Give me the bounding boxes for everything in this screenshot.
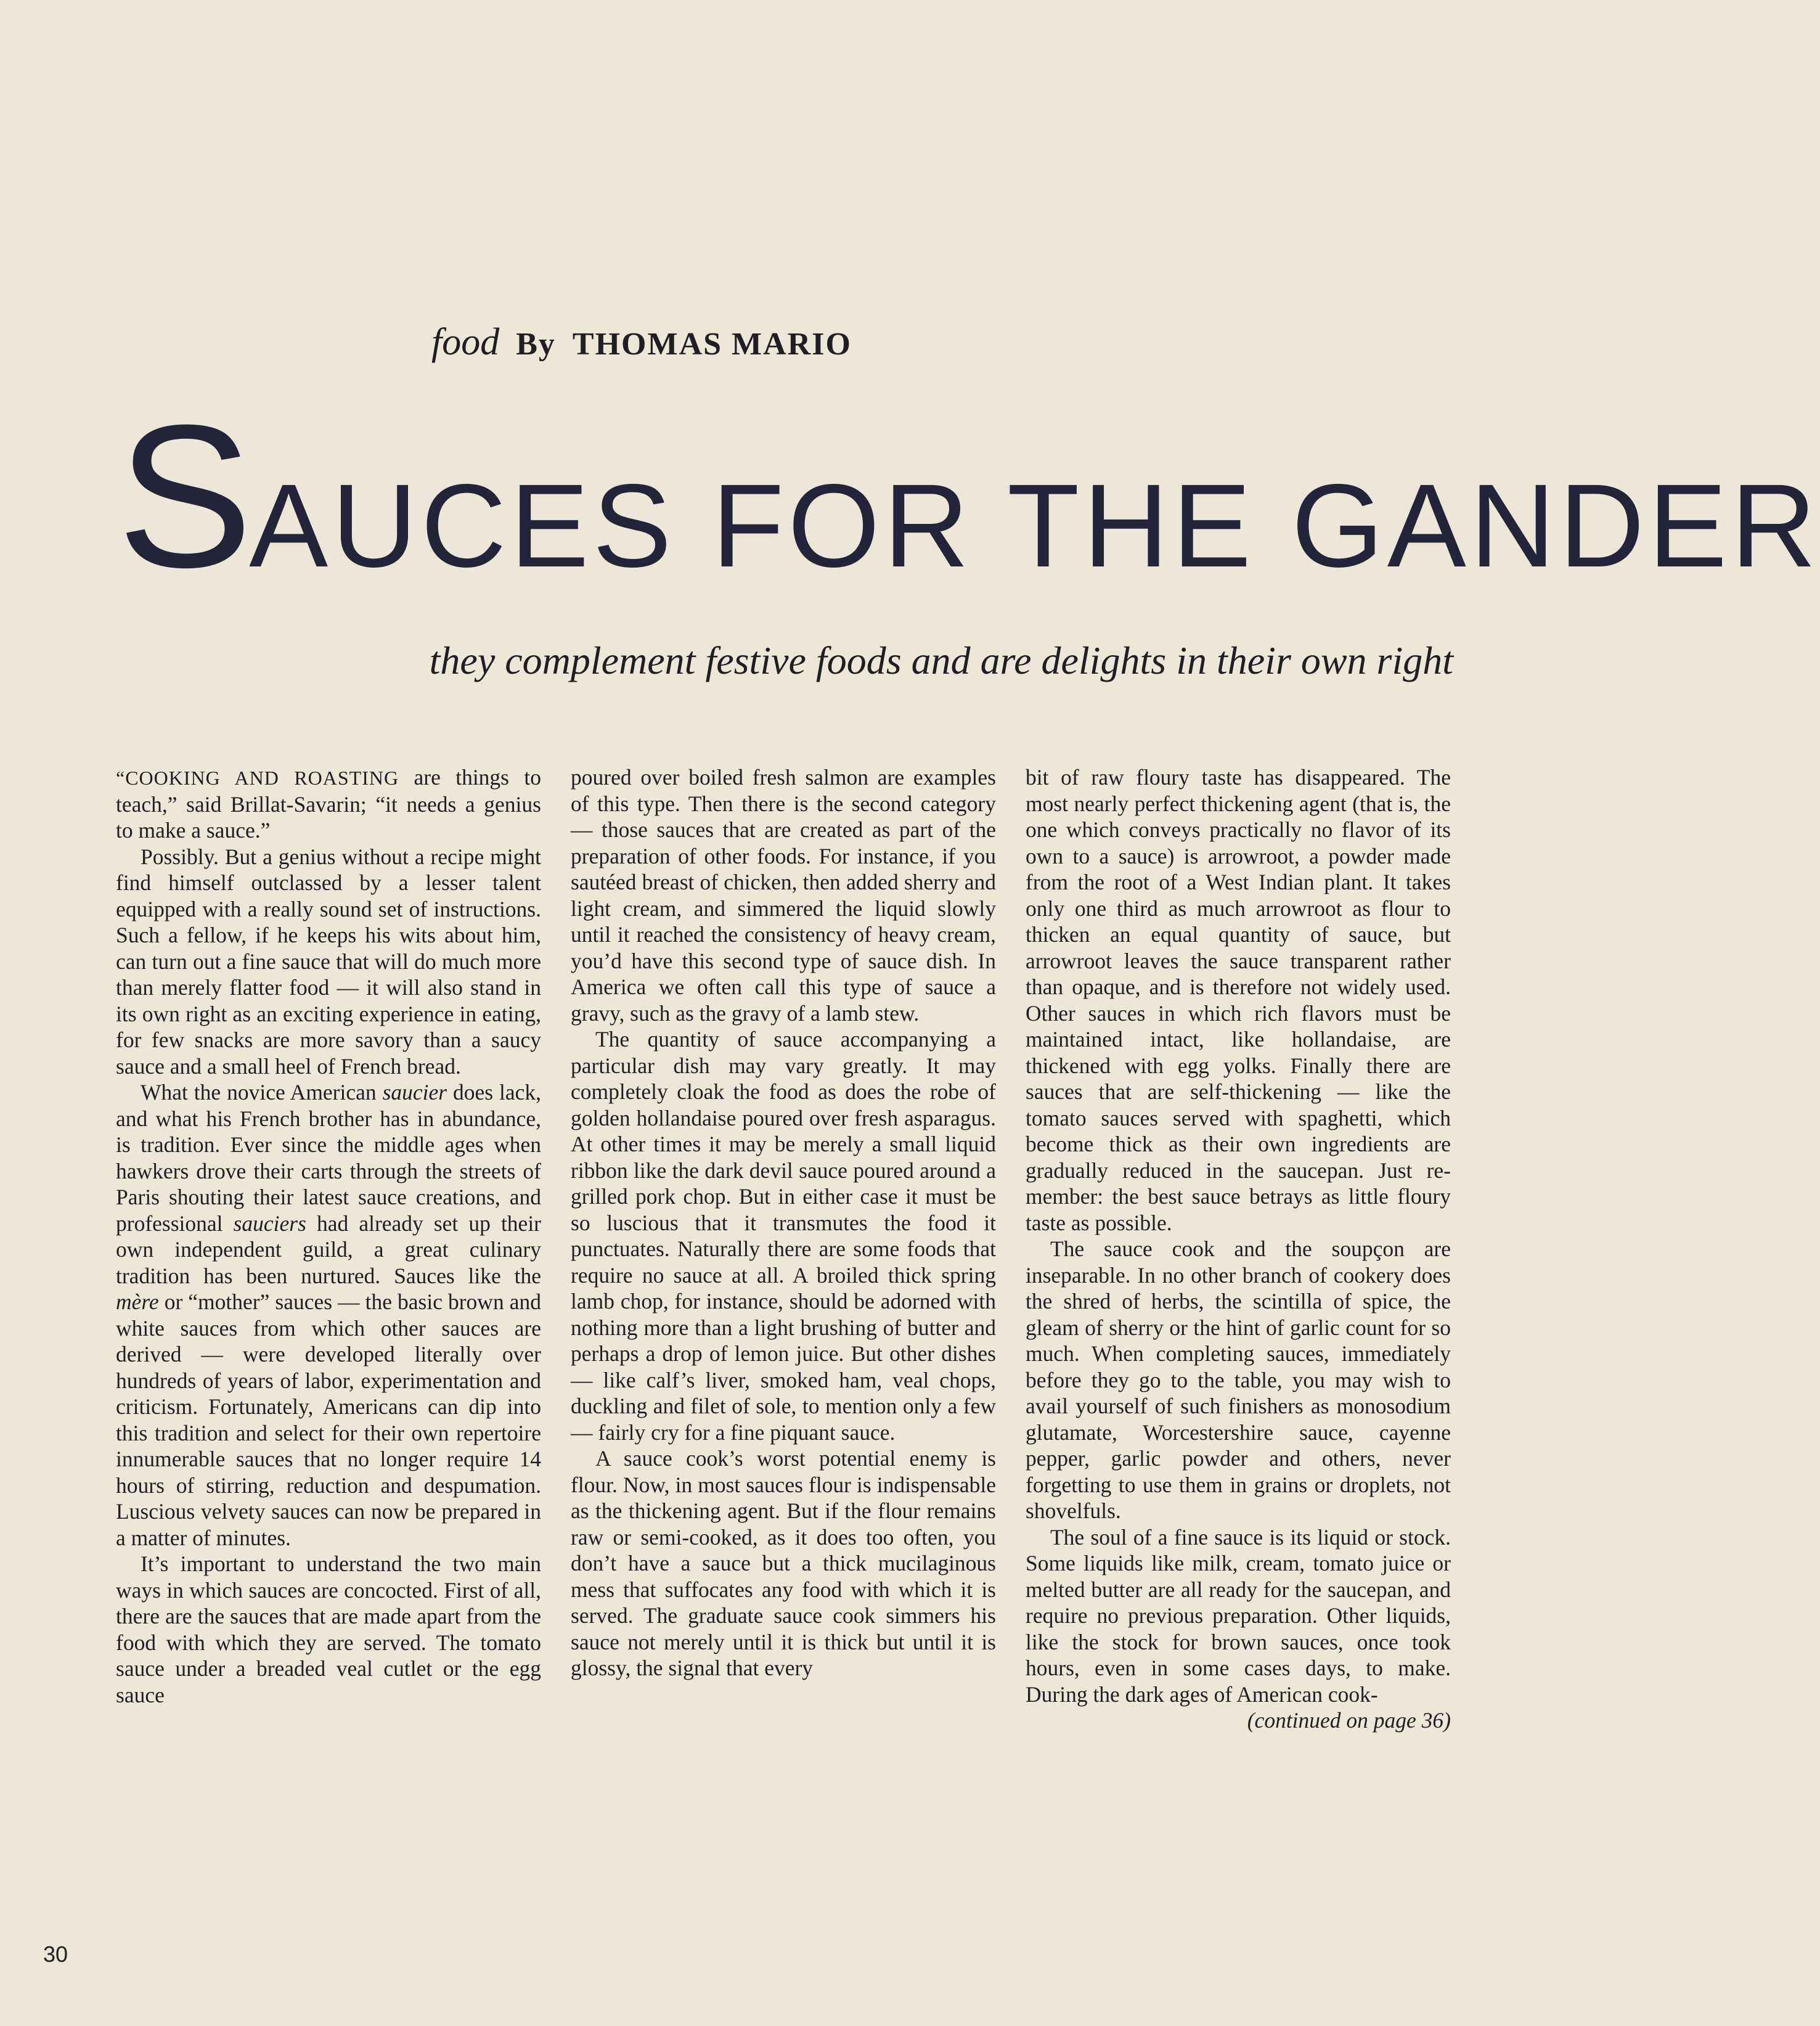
column-1 bbox=[116, 764, 541, 1708]
paragraph bbox=[116, 764, 541, 844]
title-initial: S bbox=[117, 382, 250, 610]
italic-term: mère bbox=[116, 1289, 159, 1314]
title-rest: AUCES FOR THE GANDER bbox=[249, 459, 1820, 592]
author-by: By bbox=[516, 327, 556, 362]
lead-in: “COOKING AND ROASTING bbox=[116, 767, 399, 789]
italic-term: saucier bbox=[382, 1080, 447, 1105]
text-run: or “mother” sauces — the basic brown and white sauces from which other sauces are derived — were developed literally over hundreds of years of labor, experimentation and criticism. Fortunately, Americans can dip into this tradition and select for their own repertoire innumerable sauces that no longer require 14 hours of stirring, reduction and despumation. Luscious velvety sauces can now be prepared in a matter of minutes. bbox=[116, 1289, 541, 1550]
article-body bbox=[116, 764, 1453, 1874]
continued-note: (continued on page 36) bbox=[1247, 1708, 1451, 1733]
paragraph: The quantity of sauce accompanying a particular dish may vary greatly. It may completely cloak the food as does the robe of golden hollandaise poured over fresh asparagus. At other times it may be merely a small liquid ribbon like the dark devil sauce poured around a grilled pork chop. But in either case it must be so luscious that it transmutes the food it punctuates. Naturally there are some foods that require no sauce at all. A broiled thick spring lamb chop, for instance, should be adorned with nothing more than a light brushing of butter and perhaps a drop of lemon juice. But other dishes — like calf’s liver, smoked ham, veal chops, duckling and filet of sole, to mention only a few — fairly cry for a fine piquant sauce. bbox=[571, 1027, 996, 1445]
paragraph-text: are things to teach,” said Brillat-Savarin; “it needs a genius to make a sauce.” bbox=[116, 765, 541, 843]
column-2 bbox=[571, 764, 996, 1681]
paragraph: bit of raw floury taste has disappeared. The most nearly perfect thickening agent (that is, the one which conveys practically no flavor of its own to a sauce) is arrowroot, a powder made from the root of a West Indian plant. It takes only one third as much arrowroot as flour to thicken an equal quantity of sauce, but arrowroot leaves the sauce transparent rather than opaque, and is therefore not widely used. Other sauces in which rich flavors must be maintained intact, like hollandaise, are thickened with egg yolks. Finally there are sauces that are self-thickening — like the tomato sauces served with spaghetti, which become thick as their own ingredients are gradually reduced in the saucepan. Just remember: the best sauce betrays as little floury taste as possible. bbox=[1026, 765, 1451, 1235]
byline bbox=[431, 321, 863, 364]
page-number: 30 bbox=[43, 1942, 68, 1967]
text-run: What the novice American bbox=[141, 1080, 383, 1105]
paragraph: The soul of a fine sauce is its liquid or stock. Some liquids like milk, cream, tomato juice or melted butter are all ready for the saucepan, and require no previous preparation. Other liquids, like the stock for brown sauces, once took hours, even in some cases days, to make. During the dark ages of American cook- bbox=[1026, 1524, 1451, 1707]
italic-term: sauciers bbox=[233, 1211, 306, 1236]
paragraph bbox=[116, 1079, 541, 1551]
text-run: had already set up their own independent guild, a great culinary tradition has been nurtured. Sauces like the bbox=[116, 1211, 541, 1288]
article-subtitle: they complement festive foods and are delights in their own right bbox=[429, 639, 1453, 682]
paragraph: A sauce cook’s worst potential enemy is flour. Now, in most sauces flour is indispensable as the thickening agent. But if the flour remains raw or semi-cooked, as it does too often, you don’t have a sauce but a thick mucilaginous mess that suffocates any food with which it is served. The graduate sauce cook simmers his sauce not merely until it is thick but until it is glossy, the signal that every bbox=[571, 1446, 996, 1680]
author-name: THOMAS MARIO bbox=[572, 327, 852, 362]
paragraph: The sauce cook and the soupçon are inseparable. In no other branch of cookery does the shred of herbs, the scintilla of spice, the gleam of sherry or the hint of garlic count for so much. When completing sauces, immediately before they go to the table, you may wish to avail yourself of such finishers as monosodium glutamate, Worcestershire sauce, cayenne pepper, garlic powder and others, never forgetting to use them in grains or droplets, not shovelfuls. bbox=[1026, 1236, 1451, 1523]
paragraph: Possibly. But a genius without a recipe might find himself outclassed by a lesser talent equipped with a really sound set of instructions. Such a fellow, if he keeps his wits about him, can turn out a fine sauce that will do much more than merely flatter food — it will also stand in its own right as an exciting experience in eating, for few snacks are more savory than a saucy sauce and a small heel of French bread. bbox=[116, 844, 541, 1079]
paragraph: poured over boiled fresh salmon are examples of this type. Then there is the second category — those sauces that are created as part of the preparation of other foods. For instance, if you sautéed breast of chicken, then added sherry and light cream, and simmered the liquid slowly until it reached the consistency of heavy cream, you’d have this second type of sauce dish. In America we often call this type of sauce a gravy, such as the gravy of a lamb stew. bbox=[571, 765, 996, 1026]
text-run: does lack, and what his French brother has in abundance, is tradition. Ever since the middle ages when hawkers drove their carts through the streets of Paris shouting their latest sauce creations, and professional bbox=[116, 1080, 541, 1236]
column-3 bbox=[1026, 764, 1451, 1734]
section-label: food bbox=[431, 321, 500, 363]
article-title bbox=[117, 382, 1820, 627]
paragraph: It’s important to understand the two main ways in which sauces are concocted. First of all, there are the sauces that are made apart from the food with which they are served. The tomato sauce under a breaded veal cutlet or the egg sauce bbox=[116, 1551, 541, 1707]
